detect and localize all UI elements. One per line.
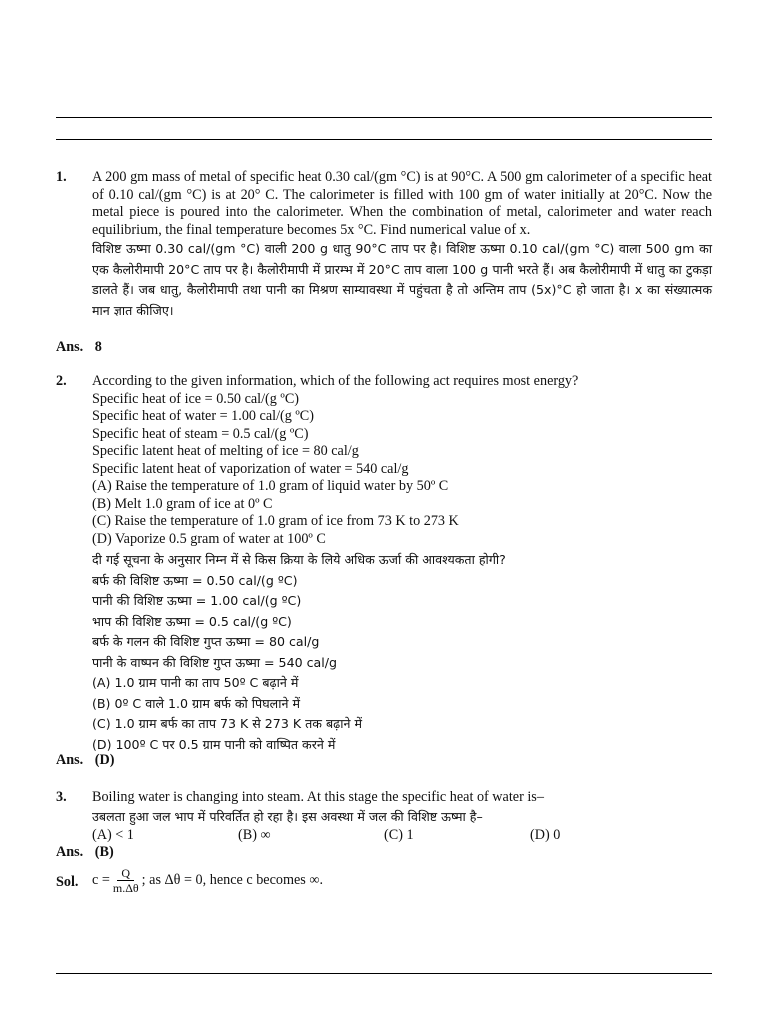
option-b: (B) ∞ [238,827,271,843]
option-a: (A) < 1 [92,827,134,843]
answer-label: Ans. [56,844,84,860]
question-1-hindi: विशिष्ट ऊष्मा 0.30 cal/(gm °C) वाली 200 g धातु 90°C ताप पर है। विशिष्ट ऊष्मा 0.10 cal/(gm °C) वाला 500 gm का एक कैलोरीमापी 20°C ताप पर है। कैलोरीमापी में प्रारम्भ में 20°C ताप वाला 100 g पानी भरते हैं। अब कैलोरीमापी में धातु का टुकड़ा डालते हैं। जब धातु, कैलोरीमापी तथा पानी का मिश्रण साम्यावस्था में पहुंचता है तो अन्तिम ताप (5x)°C हो जाता है। x का संख्यात्मक मान ज्ञात कीजिए। [92,241,712,318]
option-b-hindi: (B) 0º C वाले 1.0 ग्राम बर्फ को पिघलाने में [92,695,300,711]
data-line-hindi: बर्फ की विशिष्ट ऊष्मा = 0.50 cal/(g ºC) [92,572,298,588]
fraction-denominator: m.Δθ [112,881,139,895]
question-1 [56,169,712,321]
option-c: (C) 1 [384,827,414,843]
option-c: (C) Raise the temperature of 1.0 gram of ice from 73 K to 273 K [92,513,459,529]
answer-label: Ans. [56,339,84,355]
answer-label: Ans. [56,752,84,768]
answer-1 [56,339,102,356]
question-number: 1. [56,169,67,185]
question-2-stem-hindi: दी गई सूचना के अनुसार निम्न में से किस क्रिया के लिये अधिक ऊर्जा की आवश्यकता होगी? [92,552,506,567]
data-line-hindi: भाप की विशिष्ट ऊष्मा = 0.5 cal/(g ºC) [92,613,292,629]
header-rule-top [56,117,712,118]
question-3-hindi: उबलता हुआ जल भाप में परिवर्तित हो रहा है। इस अवस्था में जल की विशिष्ट ऊष्मा है– [92,808,483,824]
data-line: Specific heat of water = 1.00 cal/(g ºC) [92,408,314,424]
question-3-english: Boiling water is changing into steam. At this stage the specific heat of water is– [92,789,544,805]
solution-label: Sol. [56,874,79,890]
answer-value: (B) [94,844,114,860]
question-number: 3. [56,789,67,805]
answer-2 [56,752,114,769]
header-rule-bottom [56,139,712,140]
fraction [113,866,139,895]
data-line-hindi: पानी की विशिष्ट ऊष्मा = 1.00 cal/(g ºC) [92,593,302,608]
question-2 [56,373,712,755]
question-number: 2. [56,373,67,389]
question-1-english: A 200 gm mass of metal of specific heat 0.30 cal/(gm °C) is at 90°C. A 500 gm calorimeter of a specific heat of 0.10 cal/(gm °C) is at 20° C. The calorimeter is filled with 100 gm of water initially at 20°C. Now the metal piece is poured into the calorimeter. When the combination of metal, calorimeter and water reach equilibrium, the final temperature becomes 5x °C. Find numerical value of x. [92,169,712,238]
answer-3 [56,844,114,861]
data-line: Specific latent heat of vaporization of water = 540 cal/g [92,460,409,477]
option-d-hindi: (D) 100º C पर 0.5 ग्राम पानी को वाष्पित करने में [92,736,336,752]
option-a: (A) Raise the temperature of 1.0 gram of liquid water by 50º C [92,478,449,494]
answer-value: (D) [94,752,115,768]
options-row [92,827,712,845]
data-line-hindi: पानी के वाष्पन की विशिष्ट गुप्त ऊष्मा = 540 cal/g [92,654,337,670]
solution-3 [56,866,712,895]
answer-value: 8 [94,339,102,355]
option-c-hindi: (C) 1.0 ग्राम बर्फ का ताप 73 K से 273 K तक बढ़ाने में [92,716,363,731]
data-line: Specific heat of steam = 0.5 cal/(g ºC) [92,425,309,442]
question-2-stem: According to the given information, which of the following act requires most energy? [92,373,579,389]
equation-lhs: c = [92,872,110,888]
option-b: (B) Melt 1.0 gram of ice at 0º C [92,495,273,512]
data-line: Specific heat of ice = 0.50 cal/(g ºC) [92,390,300,407]
option-d: (D) 0 [530,827,561,843]
solution-equation [92,866,712,895]
data-line: Specific latent heat of melting of ice = 80 cal/g [92,443,359,459]
footer-rule [56,973,712,974]
equation-rest: ; as Δθ = 0, hence c becomes ∞. [141,872,324,888]
option-a-hindi: (A) 1.0 ग्राम पानी का ताप 50º C बढ़ाने में [92,675,299,690]
option-d: (D) Vaporize 0.5 gram of water at 100º C [92,530,326,547]
question-3 [56,789,712,845]
data-line-hindi: बर्फ के गलन की विशिष्ट गुप्त ऊष्मा = 80 cal/g [92,634,320,649]
fraction-numerator: Q [117,866,134,881]
